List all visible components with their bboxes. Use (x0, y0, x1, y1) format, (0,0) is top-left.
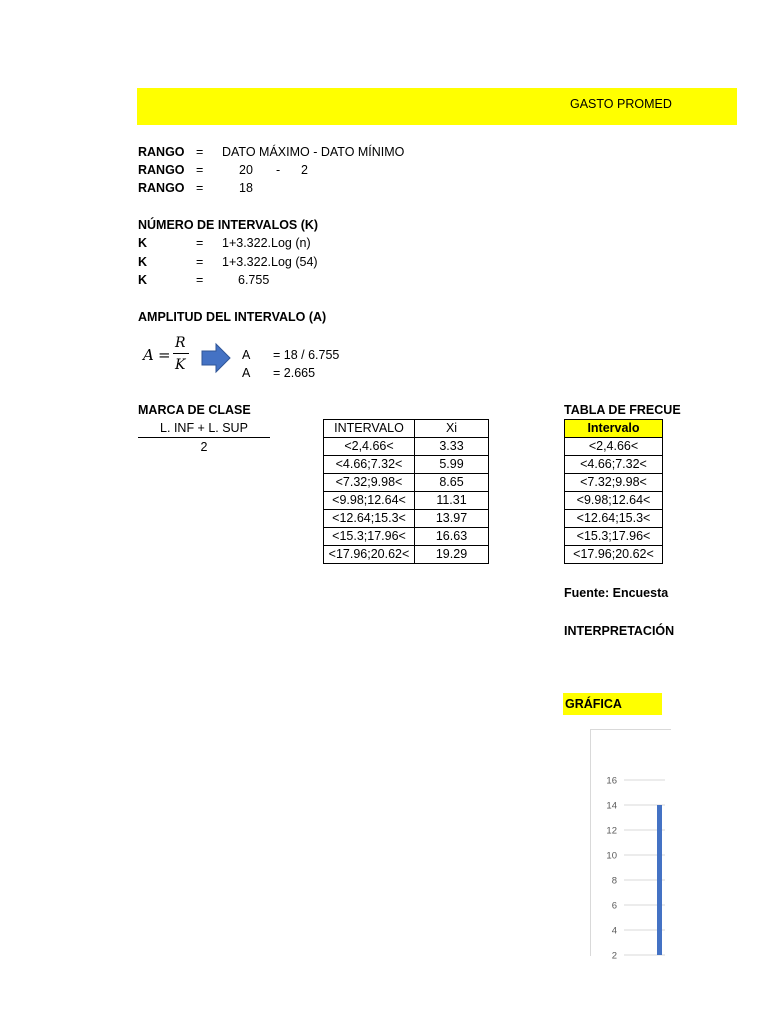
table1-cell-xi: 5.99 (414, 455, 489, 474)
table1-cell-intervalo: <7.32;9.98< (323, 473, 415, 492)
table1-cell-xi: 16.63 (414, 527, 489, 546)
table1-header-intervalo: INTERVALO (323, 419, 415, 438)
fuente-text: Fuente: Encuesta (564, 586, 669, 600)
formula-den: K (175, 357, 186, 373)
y-tick-label: 10 (606, 850, 617, 862)
y-tick-label: 12 (606, 825, 617, 837)
arrow-right-icon (201, 343, 231, 373)
a-label-2: A (242, 366, 251, 380)
y-tick-label: 2 (611, 950, 617, 962)
table2-cell: <7.32;9.98< (564, 473, 663, 492)
bar-chart (590, 729, 665, 962)
a-line-1: = 18 / 6.755 (273, 348, 340, 362)
table1-cell-xi: 19.29 (414, 545, 489, 564)
grafica-heading: GRÁFICA (565, 697, 622, 711)
formula-num: R (175, 335, 186, 351)
table1-cell-intervalo: <17.96;20.62< (323, 545, 415, 564)
rango-max: 20 (239, 163, 253, 177)
formula-eq: = (158, 346, 171, 364)
table1-cell-intervalo: <4.66;7.32< (323, 455, 415, 474)
y-tick-label: 6 (611, 900, 617, 912)
table1-cell-xi: 11.31 (414, 491, 489, 510)
table1-cell-intervalo: <2,4.66< (323, 437, 415, 456)
rango-label-2: RANGO (138, 163, 185, 177)
k-eq-1: = (196, 236, 204, 250)
k-label-3: K (138, 273, 148, 287)
table2-cell: <17.96;20.62< (564, 545, 663, 564)
k-eq-3: = (196, 273, 204, 287)
rango-minus: - (276, 163, 281, 177)
marca-heading: MARCA DE CLASE (138, 403, 251, 417)
k-result: 6.755 (238, 273, 270, 287)
table1-cell-xi: 13.97 (414, 509, 489, 528)
rango-formula: DATO MÁXIMO - DATO MÍNIMO (222, 145, 405, 159)
amplitud-heading: AMPLITUD DEL INTERVALO (A) (138, 310, 327, 324)
interpretacion-heading: INTERPRETACIÓN (564, 624, 675, 638)
marca-fraction-bar (138, 437, 270, 438)
a-line-2: = 2.665 (273, 366, 316, 380)
rango-label-1: RANGO (138, 145, 185, 159)
y-tick-label: 14 (606, 800, 617, 812)
y-tick-label: 8 (611, 875, 617, 887)
y-tick-label: 4 (611, 925, 617, 937)
frecuencia-heading: TABLA DE FRECUE (564, 403, 681, 417)
table1-cell-intervalo: <15.3;17.96< (323, 527, 415, 546)
rango-result: 18 (239, 181, 253, 195)
k-formula: 1+3.322.Log (n) (222, 236, 311, 250)
rango-eq-1: = (196, 145, 204, 159)
page-title: GASTO PROMED (570, 97, 672, 111)
a-label-1: A (242, 348, 251, 362)
table2-cell: <2,4.66< (564, 437, 663, 456)
k-label-1: K (138, 236, 148, 250)
formula-bar (173, 353, 189, 354)
k-label-2: K (138, 255, 148, 269)
rango-min: 2 (301, 163, 308, 177)
intervalos-heading: NÚMERO DE INTERVALOS (K) (138, 218, 319, 232)
formula-a: A (143, 346, 154, 364)
marca-numerator: L. INF + L. SUP (160, 421, 248, 435)
table1-cell-intervalo: <9.98;12.64< (323, 491, 415, 510)
table1-cell-intervalo: <12.64;15.3< (323, 509, 415, 528)
marca-denominator: 2 (200, 440, 208, 454)
table2-cell: <9.98;12.64< (564, 491, 663, 510)
table1-cell-xi: 3.33 (414, 437, 489, 456)
table1-header-xi: Xi (414, 419, 489, 438)
rango-eq-3: = (196, 181, 204, 195)
table2-cell: <12.64;15.3< (564, 509, 663, 528)
rango-eq-2: = (196, 163, 204, 177)
k-eq-2: = (196, 255, 204, 269)
table2-header-intervalo: Intervalo (564, 419, 663, 438)
table2-cell: <4.66;7.32< (564, 455, 663, 474)
rango-label-3: RANGO (138, 181, 185, 195)
table1-cell-xi: 8.65 (414, 473, 489, 492)
k-formula-n: 1+3.322.Log (54) (222, 255, 318, 269)
table2-cell: <15.3;17.96< (564, 527, 663, 546)
chart-bar (657, 805, 662, 955)
y-tick-label: 16 (606, 775, 617, 787)
